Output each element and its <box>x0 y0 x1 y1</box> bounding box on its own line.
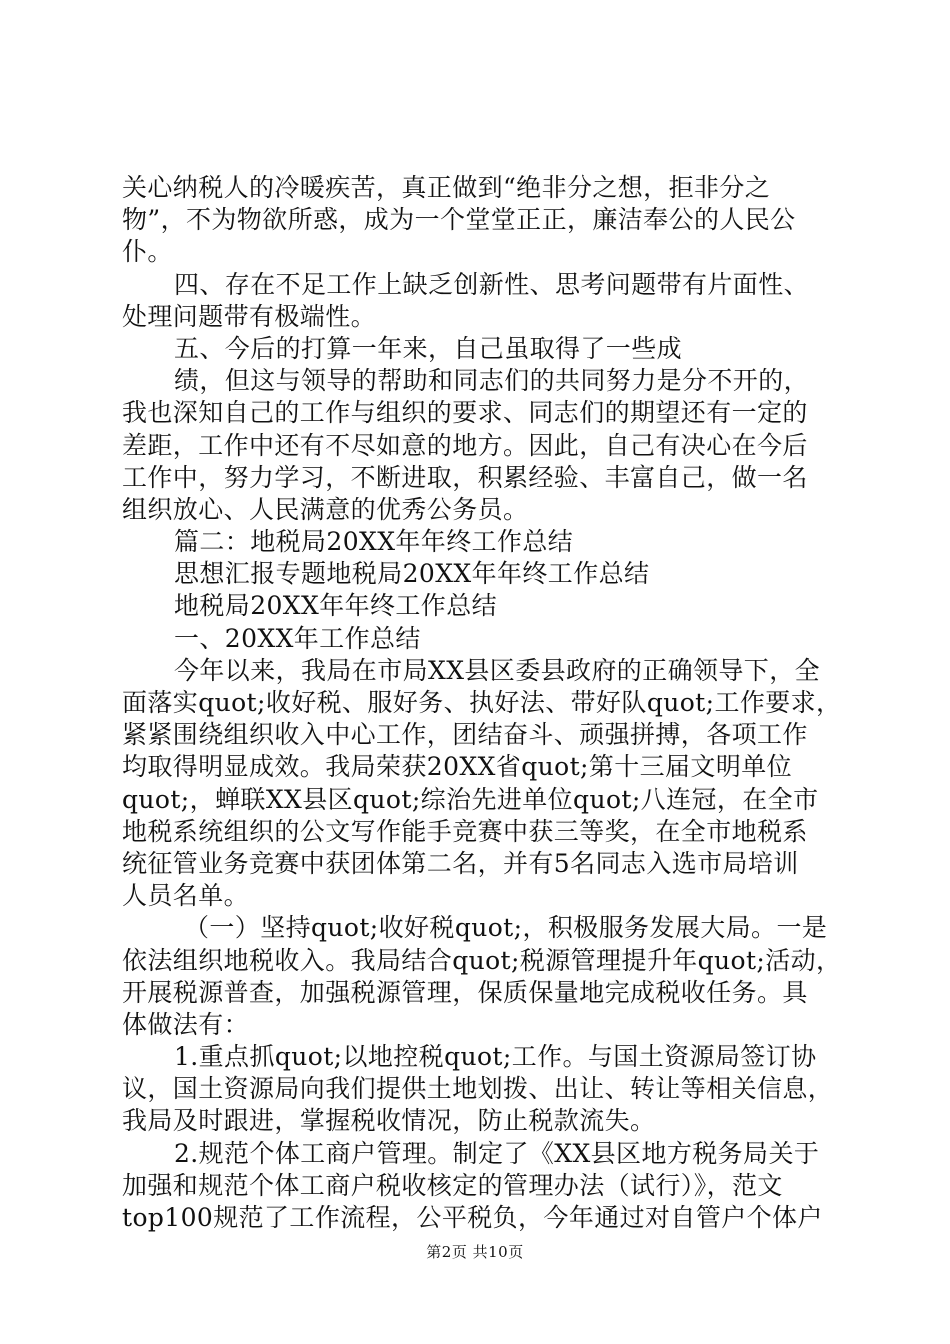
text-line: 紧紧围绕组织收入中心工作，团结奋斗、顽强拼搏，各项工作 <box>122 720 808 750</box>
text-line: 工作中，努力学习，不断进取，积累经验、丰富自己，做一名 <box>122 462 808 492</box>
text-line: top100规范了工作流程，公平税负，今年通过对自管户个体户 <box>122 1203 823 1232</box>
text-line: 我也深知自己的工作与组织的要求、同志们的期望还有一定的 <box>122 398 808 428</box>
text-line: 五、今后的打算一年来，自己虽取得了一些成 <box>174 333 683 363</box>
text-line: 均取得明显成效。我局荣获20XX省quot;第十三届文明单位 <box>122 752 793 782</box>
section-heading: 地税局20XX年年终工作总结 <box>174 591 498 621</box>
text-line: 差距，工作中还有不尽如意的地方。因此，自己有决心在今后 <box>122 430 808 460</box>
text-line: 物”，不为物欲所惑，成为一个堂堂正正，廉洁奉公的人民公 <box>122 205 796 235</box>
text-line: 统征管业务竞赛中获团体第二名，并有5名同志入选市局培训 <box>122 848 799 878</box>
section-heading: 一、20XX年工作总结 <box>174 623 421 653</box>
section-heading: 思想汇报专题地税局20XX年年终工作总结 <box>174 559 650 589</box>
text-line: 议，国土资源局向我们提供土地划拨、出让、转让等相关信息， <box>122 1074 834 1104</box>
text-line: 地税系统组织的公文写作能手竞赛中获三等奖，在全市地税系 <box>122 816 808 846</box>
document-body <box>122 172 842 1234</box>
section-heading: 篇二：地税局20XX年年终工作总结 <box>174 527 574 557</box>
text-line: 2.规范个体工商户管理。制定了《XX县区地方税务局关于 <box>174 1138 820 1168</box>
text-line: 四、存在不足工作上缺乏创新性、思考问题带有片面性、 <box>174 269 810 299</box>
text-line: 体做法有： <box>122 1009 250 1039</box>
text-line: 面落实quot;收好税、服好务、执好法、带好队quot;工作要求， <box>122 688 842 717</box>
text-line: quot;，蝉联XX县区quot;综治先进单位quot;八连冠，在全市 <box>122 784 819 814</box>
text-line: 关心纳税人的冷暖疾苦，真正做到“绝非分之想，拒非分之 <box>122 173 771 202</box>
text-line: 组织放心、人民满意的优秀公务员。 <box>122 494 529 524</box>
text-line: 人员名单。 <box>122 881 250 911</box>
text-line: 今年以来，我局在市局XX县区委县政府的正确领导下，全 <box>174 655 820 685</box>
text-line: 1.重点抓quot;以地控税quot;工作。与国土资源局签订协 <box>174 1042 817 1072</box>
text-line: 加强和规范个体工商户税收核定的管理办法（试行）》，范文 <box>122 1170 783 1200</box>
text-line: 开展税源普查，加强税源管理，保质保量地完成税收任务。具 <box>122 977 808 1007</box>
text-line: 依法组织地税收入。我局结合quot;税源管理提升年quot;活动， <box>122 945 842 975</box>
page-number: 第2页 共10页 <box>426 1243 524 1261</box>
text-line: 我局及时跟进，掌握税收情况，防止税款流失。 <box>122 1106 656 1136</box>
text-line: 仆。 <box>122 237 173 267</box>
text-line: （一）坚持quot;收好税quot;，积极服务发展大局。一是 <box>184 913 828 943</box>
text-line: 处理问题带有极端性。 <box>122 301 377 331</box>
text-line: 绩，但这与领导的帮助和同志们的共同努力是分不开的， <box>174 366 810 396</box>
